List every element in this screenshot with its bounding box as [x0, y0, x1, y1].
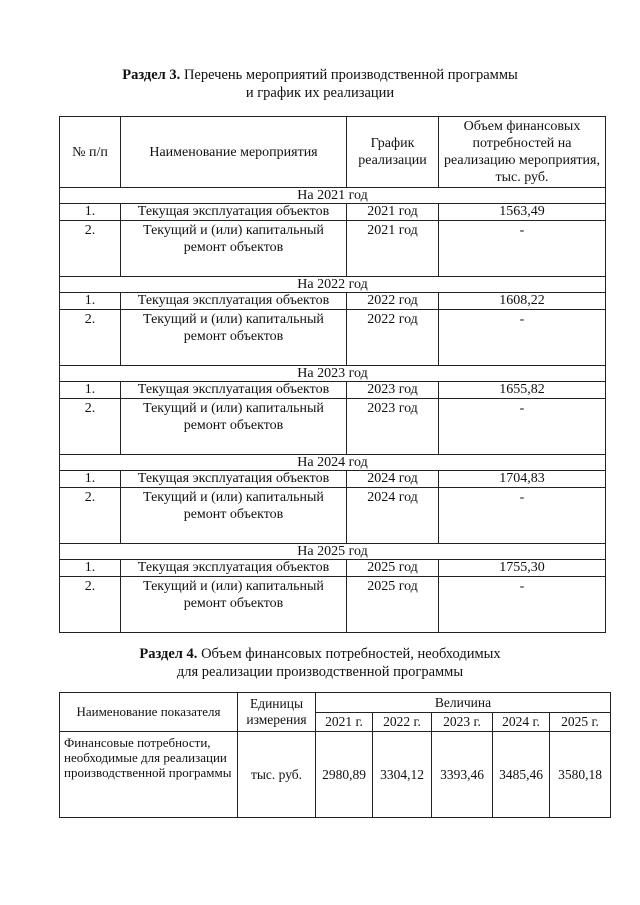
activity-schedule: 2025 год [347, 560, 439, 577]
activity-amount: 1704,83 [439, 471, 606, 488]
table-row [60, 310, 606, 366]
activity-amount: - [439, 577, 606, 633]
activity-name: Текущий и (или) капитальный ремонт объектов [121, 399, 347, 455]
activity-name: Текущий и (или) капитальный ремонт объектов [121, 577, 347, 633]
header-year: 2023 г. [432, 713, 493, 732]
header-year: 2022 г. [373, 713, 432, 732]
table-row [60, 577, 606, 633]
indicator-unit: тыс. руб. [238, 732, 316, 818]
activity-schedule: 2022 год [347, 293, 439, 310]
table-row [60, 732, 611, 818]
activity-amount: - [439, 399, 606, 455]
section4-heading [0, 645, 640, 681]
indicator-value: 3393,46 [432, 732, 493, 818]
row-number: 2. [60, 310, 121, 366]
activity-schedule: 2023 год [347, 382, 439, 399]
section4-title-bold: Раздел 4. [139, 646, 198, 662]
activity-amount: 1655,82 [439, 382, 606, 399]
activity-name: Текущая эксплуатация объектов [121, 293, 347, 310]
row-number: 2. [60, 577, 121, 633]
activity-schedule: 2024 год [347, 471, 439, 488]
activity-schedule: 2021 год [347, 221, 439, 277]
header-schedule: График реализации [347, 117, 439, 188]
activity-amount: 1608,22 [439, 293, 606, 310]
indicator-value: 3304,12 [373, 732, 432, 818]
row-number: 1. [60, 204, 121, 221]
year-group-label: На 2024 год [60, 455, 606, 471]
activity-name: Текущий и (или) капитальный ремонт объектов [121, 310, 347, 366]
row-number: 2. [60, 399, 121, 455]
header-name: Наименование мероприятия [121, 117, 347, 188]
table-row [60, 488, 606, 544]
activities-table [59, 116, 606, 633]
year-group-label: На 2025 год [60, 544, 606, 560]
row-number: 1. [60, 560, 121, 577]
section3-heading [0, 66, 640, 102]
section3-title: Перечень мероприятий производственной программы [183, 67, 518, 83]
activities-table-header [60, 117, 606, 188]
row-number: 2. [60, 221, 121, 277]
table-row [60, 399, 606, 455]
indicator-value: 3485,46 [493, 732, 550, 818]
year-group-row [60, 455, 606, 471]
row-number: 1. [60, 382, 121, 399]
year-group-label: На 2023 год [60, 366, 606, 382]
activity-name: Текущая эксплуатация объектов [121, 204, 347, 221]
header-value: Величина [316, 693, 611, 713]
year-group-row [60, 277, 606, 293]
year-group-row [60, 544, 606, 560]
section3-title-line2: и график их реализации [245, 85, 395, 101]
header-year: 2024 г. [493, 713, 550, 732]
activity-schedule: 2022 год [347, 310, 439, 366]
row-number: 2. [60, 488, 121, 544]
year-group-label: На 2022 год [60, 277, 606, 293]
financial-table-header [60, 693, 611, 713]
header-year: 2025 г. [550, 713, 611, 732]
activity-name: Текущий и (или) капитальный ремонт объектов [121, 488, 347, 544]
table-row [60, 471, 606, 488]
indicator-value: 2980,89 [316, 732, 373, 818]
activity-amount: - [439, 310, 606, 366]
activity-schedule: 2025 год [347, 577, 439, 633]
activity-name: Текущая эксплуатация объектов [121, 560, 347, 577]
header-amount: Объем финансовых потребностей на реализацию мероприятия, тыс. руб. [439, 117, 606, 188]
header-year: 2021 г. [316, 713, 373, 732]
activity-name: Текущая эксплуатация объектов [121, 382, 347, 399]
activity-amount: 1563,49 [439, 204, 606, 221]
indicator-name: Финансовые потребности, необходимые для реализации производственной программы [60, 732, 238, 818]
section4-title: Объем финансовых потребностей, необходимых [201, 646, 501, 662]
table-row [60, 293, 606, 310]
table-row [60, 221, 606, 277]
row-number: 1. [60, 471, 121, 488]
activity-schedule: 2024 год [347, 488, 439, 544]
financial-needs-table [59, 692, 611, 818]
section4-title-line2: для реализации производственной программы [176, 664, 464, 680]
activity-schedule: 2021 год [347, 204, 439, 221]
year-group-row [60, 366, 606, 382]
year-group-row [60, 188, 606, 204]
activity-amount: - [439, 221, 606, 277]
table-row [60, 382, 606, 399]
table-row [60, 204, 606, 221]
activity-name: Текущая эксплуатация объектов [121, 471, 347, 488]
header-units: Единицы измерения [238, 693, 316, 732]
header-number: № п/п [60, 117, 121, 188]
year-group-label: На 2021 год [60, 188, 606, 204]
activity-schedule: 2023 год [347, 399, 439, 455]
activity-amount: - [439, 488, 606, 544]
row-number: 1. [60, 293, 121, 310]
activity-amount: 1755,30 [439, 560, 606, 577]
header-indicator: Наименование показателя [60, 693, 238, 732]
table-row [60, 560, 606, 577]
indicator-value: 3580,18 [550, 732, 611, 818]
section3-title-bold: Раздел 3. [122, 67, 181, 83]
activity-name: Текущий и (или) капитальный ремонт объектов [121, 221, 347, 277]
